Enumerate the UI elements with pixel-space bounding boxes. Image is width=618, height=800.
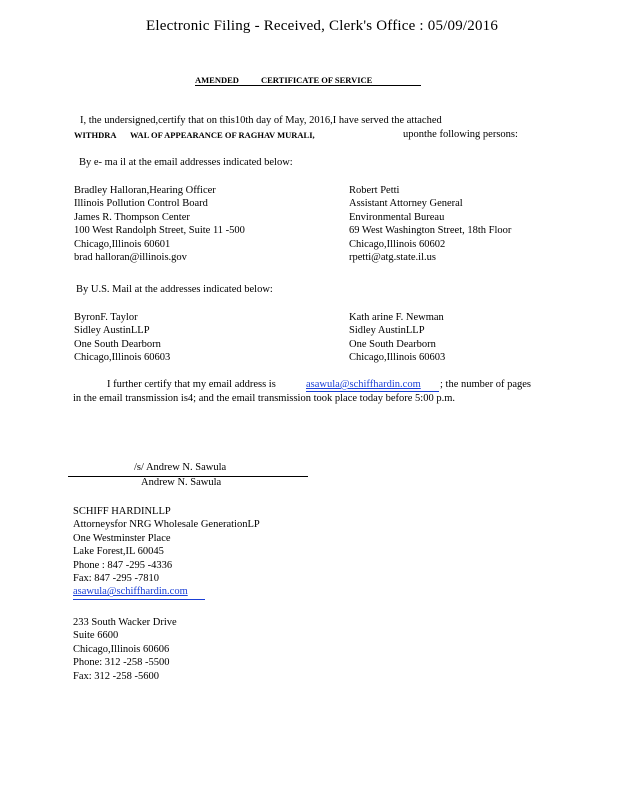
address-line: Bradley Halloran,Hearing Officer xyxy=(74,185,216,196)
address-line: ByronF. Taylor xyxy=(74,312,138,323)
address-line: Chicago,Illinois 60602 xyxy=(349,238,446,250)
document-name-part1: WITHDRA xyxy=(74,130,117,140)
email-underline xyxy=(306,391,439,392)
mail-service-heading: By U.S. Mail at the addresses indicated below: xyxy=(76,284,273,295)
address-line: brad halloran@illinois.gov xyxy=(74,252,187,264)
firm-line: Suite 6600 xyxy=(73,630,119,642)
address-line: One South Dearborn xyxy=(74,338,161,350)
certify-text-1: I further certify that my email address is xyxy=(107,379,276,390)
address-line: James R. Thompson Center xyxy=(74,211,190,223)
address-line: Robert Petti xyxy=(349,185,400,196)
mail-recipient-right xyxy=(349,311,445,365)
intro-line: I, the undersigned,certify that on this10th day of May, 2016,I have served the attached xyxy=(80,115,442,126)
title-underline xyxy=(195,85,421,86)
address-line: 100 West Randolph Street, Suite 11 -500 xyxy=(74,225,245,237)
document-title: CERTIFICATE OF SERVICE xyxy=(261,75,373,85)
address-line: Environmental Bureau xyxy=(349,211,445,223)
firm-fax: Fax: 847 -295 -7810 xyxy=(73,573,160,585)
email-recipient-right xyxy=(349,184,511,264)
address-line: 69 West Washington Street, 18th Floor xyxy=(349,225,512,237)
title-prefix: AMENDED xyxy=(195,75,239,85)
certify-line-2: in the email transmission is4; and the email transmission took place today before 5:00 p.m. xyxy=(73,393,456,404)
certify-text-2: ; the number of pages xyxy=(440,379,531,390)
address-line: Kath arine F. Newman xyxy=(349,312,444,323)
firm-line: Attorneysfor NRG Wholesale GenerationLP xyxy=(73,519,260,531)
upon-text: uponthe following persons: xyxy=(403,129,518,140)
firm-phone: Phone : 847 -295 -4336 xyxy=(73,559,173,571)
address-line: Sidley AustinLLP xyxy=(74,325,150,337)
firm-email-underline xyxy=(73,599,205,600)
email-recipient-left xyxy=(74,184,245,264)
address-line: Illinois Pollution Control Board xyxy=(74,198,208,210)
firm-block xyxy=(73,505,260,599)
address-line: rpetti@atg.state.il.us xyxy=(349,252,436,264)
address-line: Chicago,Illinois 60603 xyxy=(349,352,446,364)
address-line: Chicago,Illinois 60603 xyxy=(74,352,171,364)
firm-email-link[interactable]: asawula@schiffhardin.com xyxy=(73,586,188,598)
firm-phone: Phone: 312 -258 -5500 xyxy=(73,657,170,669)
firm-fax: Fax: 312 -258 -5600 xyxy=(73,670,160,682)
firm-line: One Westminster Place xyxy=(73,532,171,544)
mail-recipient-left xyxy=(74,311,170,365)
signer-name: Andrew N. Sawula xyxy=(141,477,222,488)
address-line: Sidley AustinLLP xyxy=(349,325,425,337)
firm-line: Chicago,Illinois 60606 xyxy=(73,643,170,655)
certify-email-link[interactable]: asawula@schiffhardin.com xyxy=(306,379,421,390)
firm-address-2 xyxy=(73,616,177,683)
document-name-part2: WAL OF APPEARANCE OF RAGHAV MURALI, xyxy=(130,130,315,140)
email-service-heading: By e- ma il at the email addresses indicated below: xyxy=(79,157,293,168)
firm-line: Lake Forest,IL 60045 xyxy=(73,546,164,558)
firm-name: SCHIFF HARDINLLP xyxy=(73,506,171,517)
address-line: Chicago,Illinois 60601 xyxy=(74,238,171,250)
address-line: One South Dearborn xyxy=(349,338,436,350)
electronic-signature: /s/ Andrew N. Sawula xyxy=(134,462,227,473)
filing-stamp: Electronic Filing - Received, Clerk's Office : 05/09/2016 xyxy=(146,18,499,34)
firm-line: 233 South Wacker Drive xyxy=(73,617,177,628)
address-line: Assistant Attorney General xyxy=(349,198,463,210)
